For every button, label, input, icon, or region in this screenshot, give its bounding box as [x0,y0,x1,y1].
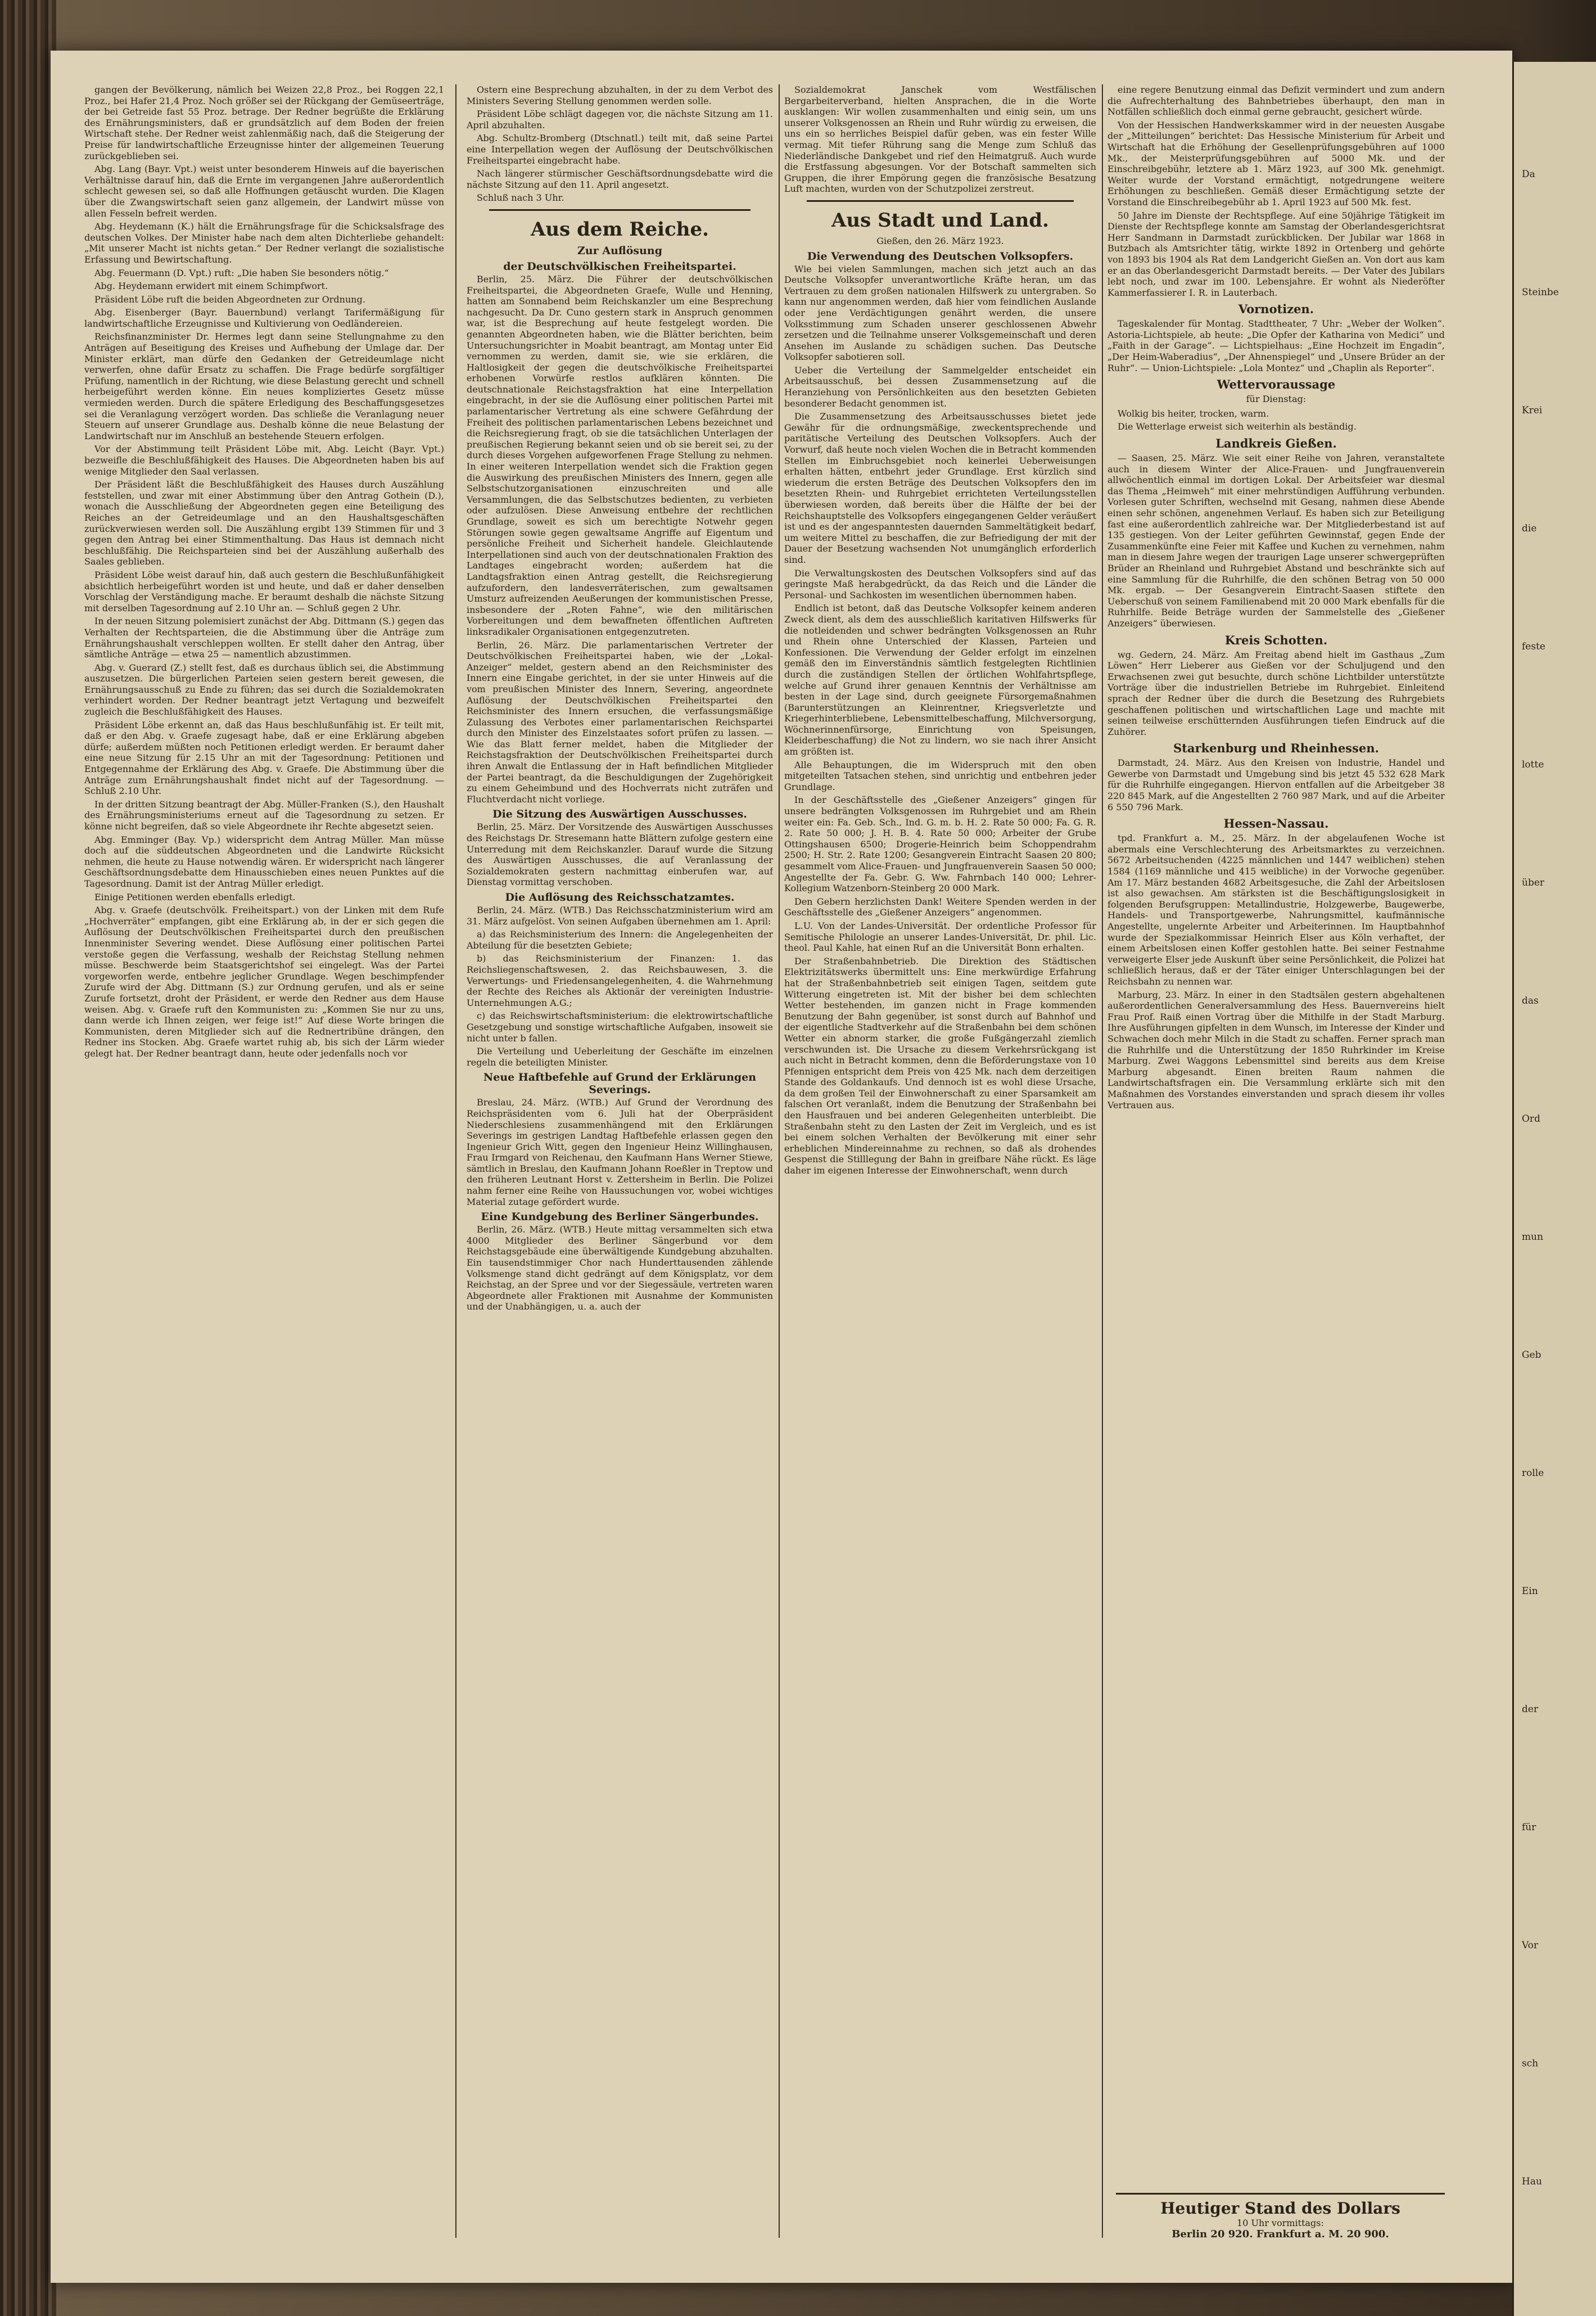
page-fragment: Ord [1522,1113,1540,1125]
paragraph: In der dritten Sitzung beantragt der Abg. Müller-Franken (S.), den Haushalt des Ernährungsministeriums erneut auf die Tagesordnung zu setzen. Er könne nicht begreifen, daß so viele Abgeordnete ihr Rechte abgesetzt seien. [84,798,444,832]
column-2 [467,84,773,2221]
column-rule [1102,84,1103,2238]
paragraph: Abg. Heydemann erwidert mit einem Schimpfwort. [94,281,328,292]
paragraph: Die Zusammensetzung des Arbeitsausschusses bietet jede Gewähr für die ordnungsmäßige, zweckentsprechende und paritätische Verteilung des Deutschen Volksopfers. Auch der Vorwurf, daß heute noch vielen Wochen die in Betracht kommenden Stellen im Einbruchsgebiet noch keinerlei Ueberweisungen erhalten hätten, entbehrt jeder Grundlage. Erst kürzlich sind wiederum die ersten Beträge des Deutschen Volksopfers den im besetzten Rhein- und Ruhrgebiet errichteten Verteilungsstellen überwiesen worden, daß bereits über die Hälfte der bei der Reichshauptstelle des Volksopfers eingegangenen Gelder veräußert ist und es der angespanntesten dauernden Sammeltätigkeit bedarf, um weitere Mittel zu beschaffen, die zur Befriedigung der mit der Dauer der Besetzung wachsenden Not unumgänglich erforderlich sind. [784,411,1096,565]
paragraph: Alle Behauptungen, die im Widerspruch mit den oben mitgeteilten Tatsachen stehen, sind unrichtig und entbehren jeder Grundlage. [784,759,1096,792]
paragraph: Schluß nach 3 Uhr. [477,192,564,204]
paragraph: Abg. Schultz-Bromberg (Dtschnatl.) teilt mit, daß seine Partei eine Interpellation wegen der Auflösung der Deutschvölkischen Freiheitspartei eingebracht habe. [467,133,773,166]
page-fragment: der [1522,1704,1539,1715]
article-body [467,274,773,805]
article-heading: der Deutschvölkischen Freiheitspartei. [503,260,736,273]
article-heading: Neue Haftbefehle auf Grund der Erklärungen Severings. [483,1071,757,1096]
paragraph: Abg. Emminger (Bay. Vp.) widerspricht dem Antrag Müller. Man müsse doch auf die süddeutschen Abgeordneten und die Landwirte Rücksicht nehmen, die heute zu Hause notwendig wären. Er widerspricht nach längerer Geschäftsordnungsdebatte dem Hinausschieben eines neuen Punktes auf die Tagesordnung. Damit ist der Antrag Müller erledigt. [84,834,444,889]
page-fragment: Krei [1522,405,1543,416]
paragraph: Nach längerer stürmischer Geschäftsordnungsdebatte wird die nächste Sitzung auf den 11. April angesetzt. [467,168,773,190]
paragraph: Breslau, 24. März. (WTB.) Auf Grund der Verordnung des Reichspräsidenten vom 6. Juli hat der Oberpräsident Niederschlesiens zusammenhängend mit den Erklärungen Severings im gestrigen Landtag Haftbefehle erlassen gegen den Ingenieur Grich Witt, gegen den Ingenieur Heinz Willinghausen, Frau Irmgard von Reichenau, den Kaufmann Hans Werner Stiewe, sämtlich in Breslau, den Kaufmann Johann Roeßler in Treptow und den früheren Leutnant Horst v. Zettersheim in Berlin. Die Polizei nahm ferner eine Reihe von Haussuchungen vor, wobei wichtiges Material zutage gefördert wurde. [467,1097,773,1207]
section-heading-stadt-land: Aus Stadt und Land. [831,209,1049,232]
paragraph: Präsident Löbe erkennt an, daß das Haus beschlußunfähig ist. Er teilt mit, daß er den Abg. v. Graefe zugesagt habe, daß er eine Erklärung abgeben dürfe; außerdem müßten noch Petitionen erledigt werden. Er beraumt daher eine neue Sitzung für 2.15 Uhr an mit der Tagesordnung: Petitionen und Entgegennahme der Erklärung des Abg. v. Graefe. Die Abstimmung über die Anträge zum Ernährungshaushalt findet nicht auf der Tagesordnung. — Schluß 2.10 Uhr. [84,719,444,797]
col3-intro [784,84,1096,195]
article-heading: Landkreis Gießen. [1215,436,1337,451]
page-fragment: über [1522,877,1545,888]
paragraph: Wolkig bis heiter, trocken, warm. [1118,408,1269,419]
article-body [467,905,773,1068]
section-heading-reich: Aus dem Reiche. [531,218,709,241]
adjacent-page-edge [1512,62,1596,2316]
article-heading: Hessen-Nassau. [1223,816,1329,831]
page-fragment: für [1522,1822,1536,1833]
paragraph: Abg. Heydemann (K.) hält die Ernährungsfrage für die Schicksalsfrage des deutschen Volkes. Der Minister habe nach dem alten Dichterliebe gehandelt: „Mit unserer Macht ist nichts getan.“ Der Redner verlangt die sozialistische Erfassung und Bewirtschaftung. [84,221,444,265]
article-body [467,1097,773,1207]
paragraph: Berlin, 24. März. (WTB.) Das Reichsschatzministerium wird am 31. März aufgelöst. Von seinen Aufgaben übernehmen am 1. April: [467,905,773,927]
paragraph: Präsident Löbe weist darauf hin, daß auch gestern die Beschlußunfähigkeit absichtlich herbeigeführt worden ist und heute, und daß er daher denselben Vorschlag der Verständigung mache. Er beraumt deshalb die nächste Sitzung mit derselben Tagesordnung auf 2.10 Uhr an. — Schluß gegen 2 Uhr. [84,569,444,613]
paragraph: Einige Petitionen werden ebenfalls erledigt. [94,891,296,902]
paragraph: Die Wetterlage erweist sich weiterhin als beständig. [1118,421,1357,432]
paragraph: Sozialdemokrat Janschek vom Westfälischen Bergarbeiterverband, hielten Ansprachen, die in die Worte ausklangen: Wir wollen zusammenhalten und einig sein, um uns unserer Volksgenossen an Rhein und Ruhr würdig zu erweisen, die uns ein so herrliches Beispiel dafür geben, was ein fester Wille vermag. Mit tiefer Rührung sang die Menge zum Schluß das Niederländische Dankgebet und rief den Heimatgruß. Auch wurde die Erstfassung abgesungen. Vor der Botschaft sammelten sich Gruppen, die ihrer Empörung gegen die französische Besatzung Luft machten, wurden von der Schutzpolizei zerstreut. [784,84,1096,195]
paragraph: 50 Jahre im Dienste der Rechtspflege. Auf eine 50jährige Tätigkeit im Dienste der Rechtspflege konnte am Samstag der Oberlandesgerichtsrat Herr Sandmann in Darmstadt zurückblicken. Der Jubilar war 1868 in Butzbach als Amtsrichter tätig, wirkte 1892 in Ortenberg und gehörte von 1893 bis 1904 als Rat dem Landgericht Gießen an. Von dort aus kam er an das Oberlandesgericht Darmstadt bereits. — Der Vater des Jubilars lebt noch, und zwar im 100. Lebensjahre. Er wohnt als Niederöfter Kammerfassierer I. R. in Lauterbach. [1107,210,1445,298]
dollar-time: 10 Uhr vormittags: [1237,2218,1324,2228]
page-fragment: Hau [1522,2176,1542,2187]
paragraph: Darmstadt, 24. März. Aus den Kreisen von Industrie, Handel und Gewerbe von Darmstadt und Umgebung sind bis jetzt 45 532 628 Mark für die Ruhrhilfe eingegangen. Hiervon entfallen auf die Arbeitgeber 38 220 845 Mark, auf die Angestellten 2 760 987 Mark, und auf die Arbeiter 6 550 796 Mark. [1107,757,1445,812]
paragraph: Vor der Abstimmung teilt Präsident Löbe mit, Abg. Leicht (Bayr. Vpt.) bezweifle die Beschlußfähigkeit des Hauses. Die Abgeordneten haben bis auf wenige Mitglieder den Saal verlassen. [84,444,444,477]
paragraph: Präsident Löbe schlägt dagegen vor, die nächste Sitzung am 11. April abzuhalten. [467,109,773,130]
col4-intro [1107,84,1445,298]
paragraph: Abg. v. Guerard (Z.) stellt fest, daß es durchaus üblich sei, die Abstimmung auszusetzen. Die bürgerlichen Parteien seien gestern bereit gewesen, die Ernährungsausschuß zu Ende zu führen; das sei durch die Sozialdemokraten verhindert worden. Der Redner beantragt jetzt Vertagung und bezweifelt zugleich die Beschlußfähigkeit des Hauses. [84,662,444,717]
section-divider [807,200,1074,202]
article-heading: Die Auflösung des Reichsschatzamtes. [505,891,735,904]
article-body [1107,757,1445,812]
article-body [467,1224,773,1312]
page-fragment: lotte [1522,759,1544,770]
column-4 [1107,84,1445,2182]
page-fragment: Vor [1522,1940,1539,1951]
paragraph: c) das Reichswirtschaftsministerium: die elektrowirtschaftliche Gesetzgebung und sonstige wirtschaftliche Aufgaben, insoweit sie nicht unter b fallen. [467,1010,773,1044]
article-heading: Vornotizen. [1238,302,1314,317]
paragraph: Der Straßenbahnbetrieb. Die Direktion des Städtischen Elektrizitätswerks übermittelt uns: Eine merkwürdige Erfahrung hat der Straßenbahnbetrieb seit einigen Tagen, seitdem gute Witterung eingetreten ist. Mit der bisher bei dem schlechten Wetter bestehenden, im ganzen nicht in Frage kommenden Benutzung der Bahn gegenüber, ist sonst durch auf Bahnhof und der eigentliche Stadtverkehr auf die Straßenbahn bei dem schönen Wetter ein abnorm starker, die große Fußgängerzahl ziemlich verschwunden ist. Die Ursache zu diesem Verkehrsrückgang ist auch nicht in Betracht kommen, denn die Beförderungstaxe von 10 Pfennigen entspricht dem Preis von 425 Mk. nach dem derzeitigen Stande des Goldankaufs. Und dennoch ist es wohl diese Ursache, da dem großen Teil der Einwohnerschaft zu einer Sparsamkeit am falschen Ort veranlaßt, indem die Benutzung der Straßenbahn bei den Hausfrauen und bei anderen Gelegenheiten unterbleibt. Die Straßenbahn steht zu den Lasten der Zeit im Vergleich, und es ist bei einem solchen Verhalten der Bevölkerung mit einer sehr erheblichen Mindereinnahme zu rechnen, so daß als drohendes Gespenst die Stilllegung der Bahn in greifbare Nähe rückt. Es läge daher im eigenen Interesse der Einwohnerschaft, wenn durch [784,955,1096,1176]
paragraph: Die Verteilung und Ueberleitung der Geschäfte im einzelnen regeln die beteiligten Minister. [467,1046,773,1068]
article-heading: Die Verwendung des Deutschen Volksopfers. [807,250,1074,263]
dollar-rate-box [1116,2193,1445,2245]
page-fragment: Geb [1522,1349,1541,1361]
paragraph: Ostern eine Besprechung abzuhalten, in der zu dem Verbot des Ministers Severing Stellung genommen werden solle. [467,84,773,106]
paragraph: Berlin, 26. März. (WTB.) Heute mittag versammelten sich etwa 4000 Mitglieder des Berliner Sängerbund vor dem Reichstagsgebäude eine überwältigende Kundgebung abzuhalten. Ein tausendstimmiger Chor nach Hunderttausenden zählende Volksmenge stand dicht gedrängt auf dem Königsplatz, vor dem Reichstag, an der Spree und vor der Siegessäule, vertreten waren Abgeordnete aller Fraktionen mit Ausnahme der Kommunisten und der Unabhängigen, u. a. auch der [467,1224,773,1312]
paragraph: gangen der Bevölkerung, nämlich bei Weizen 22,8 Proz., bei Roggen 22,1 Proz., bei Hafer 21,4 Proz. Noch größer sei der Rückgang der Gemüseerträge, der bei Getreide fast 55 Proz. betrage. Der Redner begrüßte die Erklärung des Ernährungsministers, daß er grundsätzlich auf dem Boden der freien Wirtschaft stehe. Der Redner weist zahlenmäßig nach, daß die Steigerung der Preise für landwirtschaftliche Erzeugnisse hinter der allgemeinen Teuerung zurückgeblieben sei. [84,84,444,161]
article-heading: Starkenburg und Rheinhessen. [1173,741,1379,756]
section-divider [489,209,750,211]
page-fragment: rolle [1522,1468,1544,1479]
paragraph: Berlin, 25. März. Der Vorsitzende des Auswärtigen Ausschusses des Reichstags Dr. Stresemann hatte Blättern zufolge gestern eine Unterredung mit dem Reichskanzler. Darauf wurde die Sitzung des Auswärtigen Ausschusses, die auf Veranlassung der Sozialdemokraten gestern nachmittag einberufen war, auf Dienstag vormittag verschoben. [467,821,773,888]
article-heading: Kreis Schotten. [1224,633,1328,647]
article-body [1107,318,1445,373]
book-spine [0,0,56,2316]
paragraph: Präsident Löbe ruft die beiden Abgeordneten zur Ordnung. [94,294,365,305]
article-heading: Eine Kundgebung des Berliner Sängerbundes. [481,1211,759,1224]
paragraph: — Saasen, 25. März. Wie seit einer Reihe von Jahren, veranstaltete auch in diesem Winter der Alice-Frauen- und Jungfrauenverein allwöchentlich einmal im dortigen Lokal. Der Arbeitsfeier war diesmal das Thema „Heimweh“ mit einer mehrstündigen Aufführung verbunden. Vorlesen guter Schriften, wechselnd mit Gesang, nahmen diese Abende einen sehr schönen, angenehmen Verlauf. Es haben sich zur Beteiligung fast eine außerordentlich zahlreiche war. Der Mitgliederbestand ist auf 135 gestiegen. Von der Leiter geführten Gewinnstaf, gegen Ende der Zusammenkünfte eine Feier mit Kaffee und Kuchen zu vernehmen, nahm man in diesem Jahre wegen der traurigen Lage unserer schwergeprüften Brüder an Rheinland und Ruhrgebiet Abstand und beschränkte sich auf eine Sammlung für die Ruhrhilfe, die den schönen Betrag von 50 000 Mk. ergab. — Der Gesangverein Eintracht-Saasen stiftete den Ueberschuß von seinem Familienabend mit 20 000 Mark ebenfalls für die Ruhrhilfe. Beide Beträge wurden der Sammelstelle des „Gießener Anzeigers“ überwiesen. [1107,453,1445,629]
paragraph: Wie bei vielen Sammlungen, machen sich jetzt auch an das Deutsche Volksopfer unverantwortliche Kräfte heran, um das Vertrauen zu dem großen nationalen Hilfswerk zu untergraben. So kann nur angenommen werden, daß hier vom feindlichen Auslande oder jene Verdächtigungen genährt werden, die unsere Volksstimmung zum Schaden unserer geschlossenen Abwehr zersetzen und die Teilnahme unserer Volksgemeinschaft und deren Ansehen im Auslande zu schädigen suchen. Das Deutsche Volksopfer sabotieren soll. [784,263,1096,363]
paragraph: Von der Hessischen Handwerkskammer wird in der neuesten Ausgabe der „Mitteilungen“ berichtet: Das Hessische Ministerium für Arbeit und Wirtschaft hat die Erhöhung der Gesellenprüfungsgebühren auf 1000 Mk., der Meisterprüfungsgebühren auf 5000 Mk. und der Einschreibgebühr, letztere ab 1. März 1923, auf 300 Mk. genehmigt. Weiter wurde der Vorstand ermächtigt, notgedrungene weitere Erhöhungen zu beschließen. Gemäß dieser Ermächtigung setzte der Vorstand die Einschreibegebühr ab 1. April 1923 auf 500 Mk. fest. [1107,119,1445,207]
paragraph: Berlin, 26. März. Die parlamentarischen Vertreter der Deutschvölkischen Freiheitspartei haben, wie der „Lokal-Anzeiger“ meldet, gestern abend an den Reichsminister des Innern eine Eingabe gerichtet, in der sie unter Hinweis auf die vom preußischen Minister des Innern, Severing, angeordnete Auflösung der Deutschvölkischen Freiheitspartei den Reichsminister des Innern ersuchen, die verfassungsmäßige Zulassung des Verbotes einer parlamentarischen Reichspartei durch den Minister des Einzelstaates sofort prüfen zu lassen. — Wie das Blatt ferner meldet, haben die Mitglieder der Reichstagsfraktion der Deutschvölkischen Freiheitspartei durch ihren Anwalt die Entlassung der in Haft befindlichen Mitglieder der Partei beantragt, da die Beschuldigungen der Zugehörigkeit zu einem Geheimbund und des Hochverrats nicht zuträfen und Fluchtverdacht nicht vorliege. [467,639,773,805]
paragraph: Abg. v. Graefe (deutschvölk. Freiheitspart.) von der Linken mit dem Rufe „Hochverräter“ empfangen, gibt eine Erklärung ab, in der er sich gegen die Auflösung der Deutschvölkischen Freiheitspartei durch den preußischen Innenminister Severing wendet. Diese Auflösung einer politischen Partei verstoße gegen die Verfassung, weshalb der Reichstag Stellung nehmen müsse. Beschwerde beim Staatsgerichtshof sei eingelegt. Was der Partei vorgeworfen werde, entbehre jeglicher Grundlage. Wegen beschimpfender Zurufe wird der Abg. Dittmann (S.) zur Ordnung gerufen, und als er seine Zurufe fortsetzt, droht der Präsident, er werde den Redner aus dem Hause weisen. Abg. v. Graefe ruft den Kommunisten zu: „Kommen Sie nur zu uns, dann werde ich Ihnen zeigen, wer feige ist!“ Auf diese Worte bringen die Kommunisten, deren Mitglieder sich auf die Rednertribüne drängen, den Redner ins Stocken. Abg. Graefe wartet ruhig ab, bis sich der Lärm wieder gelegt hat. Der Redner beantragt dann, heute oder jedenfalls noch vor [84,905,444,1059]
page-fragment: Steinbe [1522,287,1559,298]
article-body [467,821,773,888]
paragraph: In der Geschäftsstelle des „Gießener Anzeigers“ gingen für unsere bedrängten Volksgenossen im Ruhrgebiet und am Rhein weiter ein: Fa. Geb. Sch., Ind. G. m. b. H. 2. Rate 50 000; Fa. G. R. 2. Rate 50 000; J. H. B. 4. Rate 50 000; Arbeiter der Grube Ottingshausen 6500; Drogerie-Heinrich beim Schoppendrahm 2500; H. Str. 2. Rate 1200; Gesangverein Eintracht Saasen 20 800; gesammelt vom Alice-Frauen- und Jungfrauenverein Saasen 50 000; Angestellte der Fa. Gebr. G. Ww. Fahrnbach 140 000; Lehrer-Kollegium Watzenborn-Steinberg 20 000 Mark. [784,794,1096,894]
paragraph: Abg. Feuermann (D. Vpt.) ruft: „Die haben Sie besonders nötig.“ [94,267,389,278]
paragraph: eine regere Benutzung einmal das Defizit vermindert und zum andern die Aufrechterhaltung des Bahnbetriebes überhaupt, den man in Notfällen schließlich doch einmal gerne gebraucht, gesichert würde. [1107,84,1445,118]
paragraph: Marburg, 23. März. In einer in den Stadtsälen gestern abgehaltenen außerordentlichen Generalversammlung des Hess. Bauernvereins hielt Frau Prof. Raiß einen Vortrag über die Mithilfe in der Stadt Marburg. Ihre Ausführungen gipfelten in dem Wunsch, im Interesse der Kinder und Schwachen doch mehr Milch in die Stadt zu schaffen. Ferner sprach man die Ruhrhilfe und die Unterstützung der 1850 Ruhrkinder im Kreise Marburg. Zwei Waggons Lebensmittel sind bereits aus dem Kreise Marburg abgesandt. Einen breiten Raum nahmen die Landwirtschaftsfragen ein. Die Versammlung erklärte sich mit den Maßnahmen des Vorstandes einverstanden und sprach diesem ihr volles Vertrauen aus. [1107,989,1445,1110]
paragraph: Abg. Lang (Bayr. Vpt.) weist unter besonderem Hinweis auf die bayerischen Verhältnisse darauf hin, daß die Ernte im vergangenen Jahre außerordentlich schlecht gewesen sei, so daß alle Hoffnungen getäuscht wurden. Die Klagen über die Zwangswirtschaft seien ganz allgemein, der Landwirt müsse von allen Fesseln befreit werden. [84,164,444,219]
paragraph: Die Verwaltungskosten des Deutschen Volksopfers sind auf das geringste Maß herabgedrückt, da das Reich und die Länder die Personal- und Sachkosten im wesentlichen übernommen haben. [784,567,1096,601]
article-body [1107,833,1445,1110]
paragraph: In der neuen Sitzung polemisiert zunächst der Abg. Dittmann (S.) gegen das Verhalten der Rechtsparteien, die die Abstimmung über die Anträge zum Ernährungshaushalt verschleppen wollten. Er stellt daher den Antrag, über sämtliche Anträge — etwa 25 — namentlich abzustimmen. [84,616,444,660]
page-fragment: mun [1522,1231,1544,1243]
weather-body [1107,408,1445,432]
page-fragment: feste [1522,641,1545,652]
col2-intro [467,84,773,204]
weather-subheading: für Dienstag: [1246,394,1306,405]
page-fragment: Da [1522,169,1535,180]
paragraph: wg. Gedern, 24. März. Am Freitag abend hielt im Gasthaus „Zum Löwen“ Herr Lieberer aus Gießen vor der Schuljugend und den Erwachsenen zwei gut besuchte, durch schöne Lichtbilder unterstützte Vorträge über die industriellen Betriebe im Ruhrgebiet. Einleitend sprach der Redner über die durch die Besetzung des Ruhrgebiets geschaffenen politischen und wirtschaftlichen Lage und machte mit seinen teilweise erschütternden Ausführungen tiefen Eindruck auf die Zuhörer. [1107,649,1445,737]
paragraph: Abg. Eisenberger (Bayr. Bauernbund) verlangt Tarifermäßigung für landwirtschaftliche Erzeugnisse und Kultivierung von Oedländereien. [84,307,444,329]
article-body [784,264,1096,1176]
paragraph: Berlin, 25. März. Die Führer der deutschvölkischen Freiheitspartei, die Abgeordneten Graefe, Wulle und Henning, hatten am Sonnabend beim Reichskanzler um eine Besprechung nachgesucht. Da Dr. Cuno gestern stark in Anspruch genommen war, ist die Besprechung auf heute festgelegt worden. Die genannten Abgeordneten haben, wie die Blätter berichten, beim Untersuchungsrichter in Moabit beantragt, am Montag unter Eid vernommen zu werden, damit sie, wie sie erklären, die Haltlosigkeit der gegen die deutschvölkische Freiheitspartei erhobenen Vorwürfe restlos aufklären könnten. Die deutschnationale Reichstagsfraktion hat eine Interpellation eingebracht, in der sie die Auflösung einer politischen Partei mit parlamentarischer Vertretung als eine schwere Gefährdung der Freiheit des politischen parlamentarischen Lebens bezeichnet und die Reichsregierung fragt, ob sie die tatsächlichen Unterlagen der preußischen Regierung bekannt seien und ob sie bereit sei, zu der durch dieses Vorgehen aufgeworfenen Frage Stellung zu nehmen. In einer weiteren Interpellation wendet sich die Fraktion gegen die Auswirkung des preußischen Ministers des Innern, gegen alle Selbstschutzorganisationen einzuschreiten und alle Versammlungen, die das Selbstschutzes bedienten, zu verbieten oder aufzulösen. Diese Anweisung entbehre der rechtlichen Grundlage, soweit es sich um berechtigte Notwehr gegen Störungen sowie gegen gewaltsame Angriffe auf Eigentum und persönliche Freiheit und Sicherheit handele. Gleichlautende Interpellationen sind auch von der deutschnationalen Fraktion des Landtages eingebracht worden; außerdem hat die Landtagsfraktion einen Antrag gestellt, die Reichsregierung aufzufordern, den landesverräterischen, zum gewaltsamen Umsturz aufreizenden Aeußerungen der kommunistischen Presse, insbesondere der „Roten Fahne“, wie den militärischen Vorbereitungen und dem bewaffneten öffentlichen Auftreten linksradikaler Organisationen entgegenzutreten. [467,273,773,637]
dollar-values: Berlin 20 920. Frankfurt a. M. 20 900. [1172,2228,1389,2240]
dollar-title: Heutiger Stand des Dollars [1160,2199,1400,2218]
weather-heading: Wettervoraussage [1217,377,1336,392]
page-fragment: Ein [1522,1586,1538,1597]
page-fragment: die [1522,523,1537,534]
article-heading: Zur Auflösung [577,244,662,257]
paragraph: Den Gebern herzlichsten Dank! Weitere Spenden werden in der Geschäftsstelle des „Gießener Anzeigers“ angenommen. [784,896,1096,918]
paragraph: a) das Reichsministerium des Innern: die Angelegenheiten der Abteilung für die besetzten Gebiete; [467,929,773,951]
paragraph: b) das Reichsministerium der Finanzen: 1. das Reichsliegenschaftswesen, 2. das Reichsbauwesen, 3. die Verwertungs- und Friedensangelegenheiten, 4. die Wahrnehmung der Rechte des Reiches als Aktionär der vereinigten Industrie-Unternehmungen A.G.; [467,953,773,1008]
page-fragment: das [1522,995,1539,1006]
column-rule [779,84,780,2238]
dateline: Gießen, den 26. März 1923. [876,235,1004,246]
article-body [1107,453,1445,629]
paragraph: L.U. Von der Landes-Universität. Der ordentliche Professor für Semitische Philologie an unserer Landes-Universität, Dr. phil. Lic. theol. Paul Kahle, hat einen Ruf an die Universität Bonn erhalten. [784,920,1096,954]
column-rule [455,84,456,2238]
paragraph: Tageskalender für Montag. Stadttheater, 7 Uhr: „Weber der Wolken“. Astoria-Lichtspiele, ab heute: „Die Opfer der Katharina von Medici“ und „Faith in der Garage“. — Lichtspielhaus: „Eine Hochzeit im Engadin“, „Der Heim-Waberadius“, „Der Ahnenspiegel“ und „Unsere Brüder an der Ruhr“. — Union-Lichtspiele: „Lola Montez“ und „Chaplin als Reporter“. [1107,318,1445,373]
article-body [1107,649,1445,738]
paragraph: Reichsfinanzminister Dr. Hermes legt dann seine Stellungnahme zu den Anträgen auf Beseitigung des Kreises und Aufhebung der Umlage dar. Der Minister erklärt, man dürfe den Gedanken der Getreideumlage nicht verwerfen, ohne dafür Ersatz zu schaffen. Die Frage bedürfe sorgfältiger Prüfung, namentlich in der Richtung, wie diese Belastung gerecht und schnell herbeigeführt werden könne. Ein neues kompliziertes Gesetz müsse vermieden werden. Durch die spätere Erledigung des Beschaffungsgesetzes sei die Veranlagung verzögert worden. Das schließe die Veranlagung neuer Steuern auf unserer Grundlage aus. Deshalb könne die neue Belastung der Landwirtschaft nur im Anschluß an bestehende Steuern erfolgen. [84,331,444,441]
paragraph: Endlich ist betont, daß das Deutsche Volksopfer keinem anderen Zweck dient, als dem des ausschließlich karitativen Hilfswerks für die notleidenden und schwer bedrängten Volksgenossen an Ruhr und Rhein ohne Unterschied der Klassen, Parteien und Konfessionen. Die Verwendung der Gelder erfolgt im einzelnen gemäß den im Einverständnis sämtlich festgelegten Richtlinien durch die zuständigen Stellen der örtlichen Wohlfahrtspflege, welche auf Grund ihrer genauen Kenntnis der Verhältnisse am besten in der Lage sind, durch geeignete Fürsorgemaßnahmen (Barunterstützungen an Kleinrentner, Kriegsverletzte und Kriegerhinterbliebene, Lebensmittelbeschaffung, Milchversorgung, Wöchnerinnenfürsorge, Einrichtung von Speisungen, Kleiderbeschaffung) die Not zu lindern, wo sie nach ihrer Ansicht am größten ist. [784,603,1096,757]
paragraph: Ueber die Verteilung der Sammelgelder entscheidet ein Arbeitsausschuß, bei dessen Zusammensetzung auf die Heranziehung von Persönlichkeiten aus den besetzten Gebieten besonderer Bedacht genommen ist. [784,364,1096,409]
paragraph: Der Präsident läßt die Beschlußfähigkeit des Hauses durch Auszählung feststellen, und zwar mit einer Abstimmung über den Antrag Gothein (D.), wonach die Ausschließung der Abgeordneten gegen eine Beteiligung des Reiches an der Getreideumlage und an den Haushaltsgeschäften zurückverwiesen werden soll. Die Auszählung ergibt 139 Stimmen für und 3 gegen den Antrag bei einer Stimmenthaltung. Das Haus ist demnach nicht beschlußfähig. Die Reichsparteien sind bei der Auszählung außerhalb des Saales geblieben. [84,479,444,567]
paragraph: tpd. Frankfurt a. M., 25. März. In der abgelaufenen Woche ist abermals eine Verschlechterung des Arbeitsmarktes zu verzeichnen. 5672 Arbeitsuchenden (4225 männlichen und 1447 weiblichen) stehen 1584 (1169 männliche und 415 weibliche) in der Vorwoche gegenüber. Am 17. März bestanden 4682 Arbeitsgesuche, die Zahl der Arbeitslosen ist also gewachsen. Am stärksten ist die Beschäftigungslosigkeit in folgenden Berufsgruppen: Metallindustrie, Holzgewerbe, Baugewerbe, Handels- und Transportgewerbe, Nahrungsmittel, kaufmännische Angestellte, ungelernte Arbeiter und Arbeiterinnen. Im Hauptbahnhof wurde der Spezialkommissar Heinrich Elser aus Köln verhaftet, der einem Arbeitslosen einen Koffer gestohlen hatte. Bei seiner Festnahme verweigerte Elser jede Auskunft über seine Persönlichkeit, die Polizei hat schließlich heraus, daß er der Täter einiger Unterschlagungen bei der Reichsbahn zu nennen war. [1107,833,1445,987]
article-heading: Die Sitzung des Auswärtigen Ausschusses. [492,808,747,821]
page-fragment: sch [1522,2058,1539,2069]
column-1 [84,84,444,2221]
column-3 [784,84,1096,2221]
